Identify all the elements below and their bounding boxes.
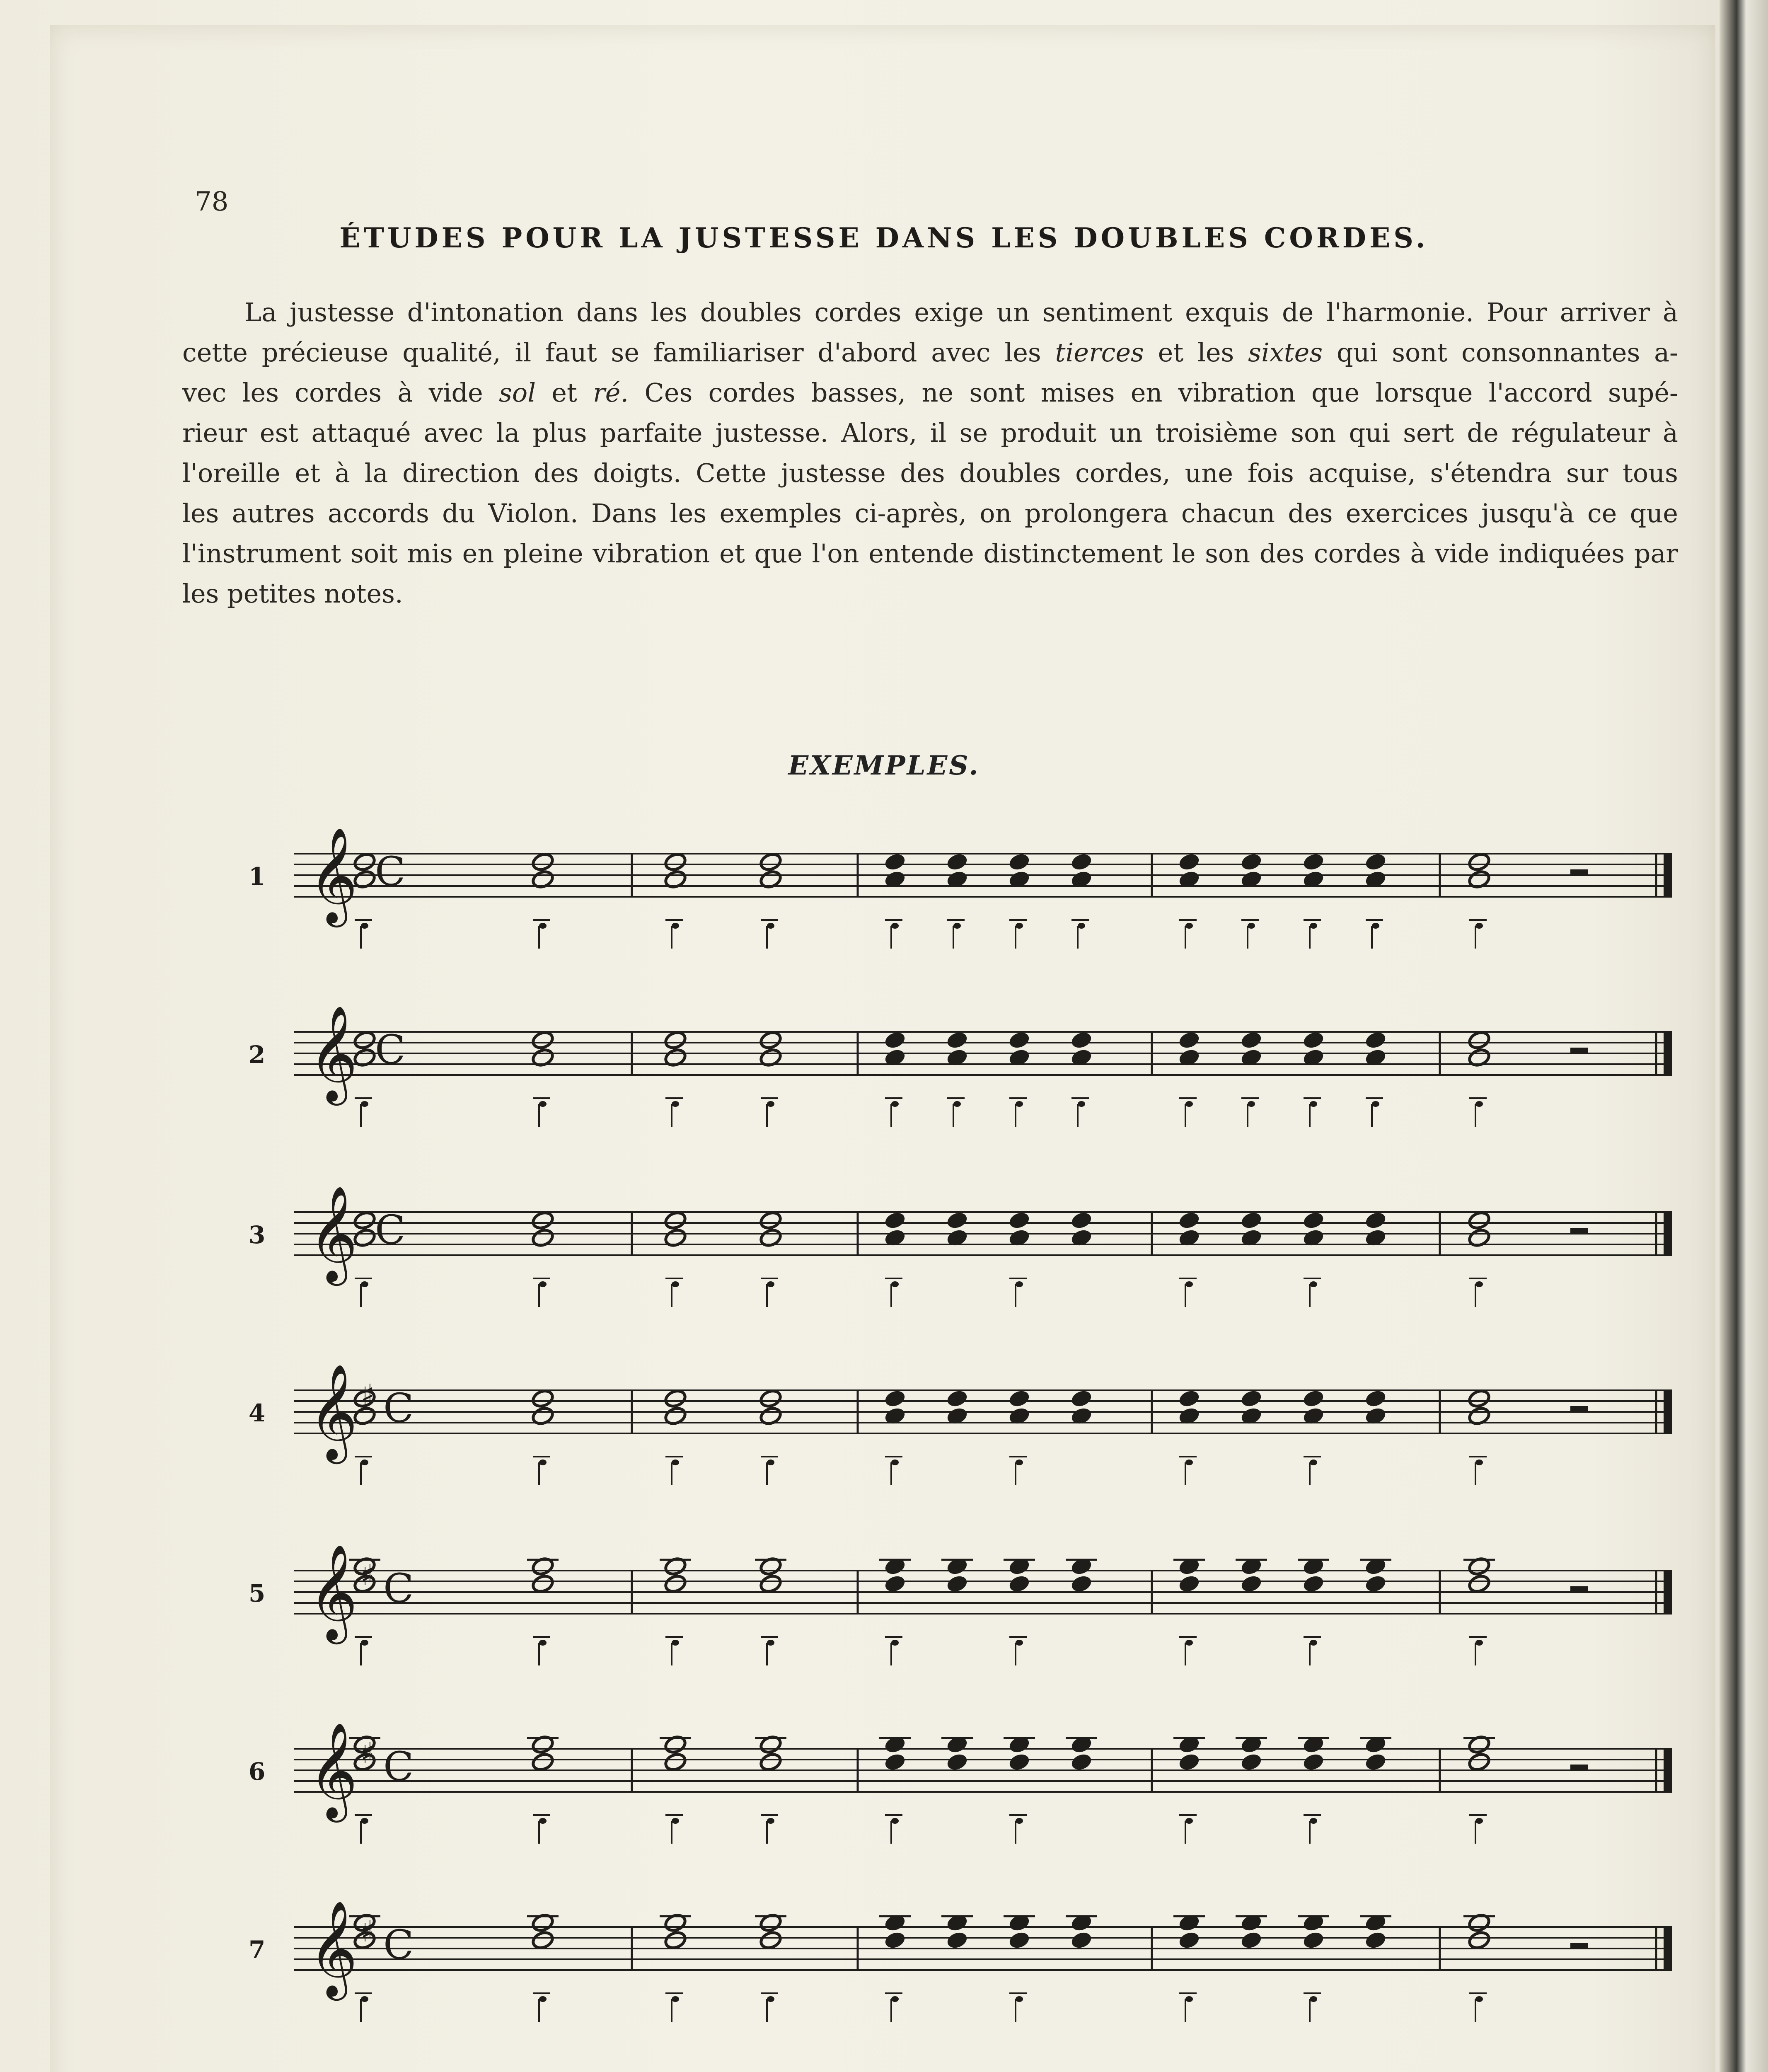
grace-note-head (1016, 923, 1023, 929)
note-head (759, 1388, 782, 1409)
grace-note-head (672, 1818, 679, 1824)
note-head (883, 1388, 907, 1409)
grace-note-head (891, 1818, 899, 1824)
grace-note-head (361, 1640, 368, 1646)
intro-text: La justesse d'intonation dans les doubles cordes exige un sentiment exquis de l'harmonie. Pour arriver à (244, 297, 1678, 327)
time-signature: C (383, 1385, 414, 1431)
example-number: 4 (249, 1399, 266, 1427)
time-signature: C (383, 1922, 414, 1968)
note-head (1007, 1573, 1031, 1594)
grace-note-head (1310, 1640, 1317, 1646)
grace-note-head (361, 1818, 368, 1824)
note-head (759, 1573, 782, 1594)
note-head (1177, 852, 1201, 872)
final-barline-thick (1664, 1032, 1672, 1075)
grace-note-head (1016, 1818, 1023, 1824)
intro-italic-term: ré. (593, 378, 629, 408)
intro-italic-term: tierces (1055, 337, 1144, 368)
intro-text: et (536, 378, 593, 408)
intro-text: les autres accords du Violon. Dans les exemples ci-après, on prolongera chacun des exercices jusqu'à ce que (182, 498, 1678, 528)
note-head (945, 1210, 969, 1231)
grace-note-head (891, 1460, 899, 1465)
treble-clef: 𝄞 (309, 1363, 358, 1460)
half-rest (1570, 1406, 1588, 1412)
treble-clef: 𝄞 (309, 1005, 358, 1101)
grace-note-head (891, 1640, 899, 1646)
note-head (1364, 1752, 1387, 1772)
example-number: 5 (249, 1579, 266, 1607)
note-head (663, 1210, 687, 1231)
note-head (945, 1930, 969, 1951)
intro-text: et les (1144, 337, 1248, 368)
note-head (945, 1030, 969, 1051)
time-signature: C (383, 1565, 414, 1612)
intro-text: qui sont consonnantes a- (1323, 337, 1679, 368)
note-head (663, 852, 687, 872)
intro-italic-term: sol (499, 378, 536, 408)
note-head (945, 852, 969, 872)
grace-note-head (1016, 1281, 1023, 1287)
note-head (531, 1388, 554, 1409)
note-head (1239, 1573, 1263, 1594)
note-head (1007, 1930, 1031, 1951)
time-signature: C (383, 1743, 414, 1790)
note-head (883, 1573, 907, 1594)
note-head (1467, 1930, 1491, 1951)
note-head (1467, 1388, 1491, 1409)
page-number: 78 (195, 186, 229, 217)
examples-heading: EXEMPLES. (788, 750, 980, 781)
note-head (663, 1930, 687, 1951)
note-head (759, 1752, 782, 1772)
final-barline-thick (1664, 1749, 1672, 1792)
note-head (1301, 852, 1325, 872)
grace-note-head (539, 1101, 547, 1107)
grace-note-head (1185, 923, 1193, 929)
key-signature-sharp: ♯ (360, 1558, 375, 1592)
grace-note-head (767, 1281, 774, 1287)
note-head (1177, 1930, 1201, 1951)
grace-note-head (1475, 923, 1483, 929)
treble-clef: 𝄞 (309, 827, 358, 923)
grace-note-head (1310, 923, 1317, 929)
page-title: ÉTUDES POUR LA JUSTESSE DANS LES DOUBLES CORDES. (339, 222, 1429, 254)
note-head (1239, 1388, 1263, 1409)
note-head (1301, 1930, 1325, 1951)
note-head (1301, 1752, 1325, 1772)
grace-note-head (1016, 1101, 1023, 1107)
note-head (945, 1752, 969, 1772)
grace-note-head (539, 1640, 547, 1646)
half-rest (1570, 1048, 1588, 1053)
grace-note-head (1475, 1818, 1483, 1824)
note-head (1007, 852, 1031, 872)
treble-clef: 𝄞 (309, 1722, 358, 1818)
grace-note-head (953, 1101, 961, 1107)
grace-note-head (1078, 923, 1085, 929)
final-barline-thick (1664, 1927, 1672, 1970)
note-head (1007, 1210, 1031, 1231)
key-signature-sharp: ♯ (360, 1736, 375, 1770)
intro-text: rieur est attaqué avec la plus parfaite justesse. Alors, il se produit un troisième son qui sert de régulateur à (182, 418, 1678, 448)
grace-note-head (1016, 1996, 1023, 2002)
note-head (1177, 1030, 1201, 1051)
half-rest (1570, 1586, 1588, 1592)
note-head (945, 1388, 969, 1409)
time-signature: C (375, 848, 406, 895)
example-number: 1 (249, 862, 266, 891)
note-head (883, 852, 907, 872)
note-head (1467, 1030, 1491, 1051)
grace-note-head (1372, 1101, 1379, 1107)
note-head (1467, 1752, 1491, 1772)
grace-note-head (767, 1640, 774, 1646)
grace-note-head (953, 923, 961, 929)
note-head (1069, 852, 1093, 872)
note-head (883, 1930, 907, 1951)
grace-note-head (1185, 1281, 1193, 1287)
note-head (663, 1752, 687, 1772)
grace-note-head (767, 1460, 774, 1465)
note-head (1239, 1210, 1263, 1231)
intro-text: l'oreille et à la direction des doigts. Cette justesse des doubles cordes, une fois acquise, s'étendra sur tous (182, 458, 1678, 488)
note-head (663, 1573, 687, 1594)
note-head (945, 1573, 969, 1594)
note-head (1069, 1388, 1093, 1409)
note-head (1467, 1573, 1491, 1594)
grace-note-head (1475, 1996, 1483, 2002)
grace-note-head (1185, 1818, 1193, 1824)
grace-note-head (767, 923, 774, 929)
grace-note-head (539, 1281, 547, 1287)
grace-note-head (1310, 1996, 1317, 2002)
final-barline-thick (1664, 854, 1672, 897)
half-rest (1570, 869, 1588, 875)
grace-note-head (361, 1101, 368, 1107)
note-head (1467, 1210, 1491, 1231)
grace-note-head (361, 1460, 368, 1465)
note-head (1007, 1030, 1031, 1051)
final-barline-thick (1664, 1571, 1672, 1614)
note-head (531, 1210, 554, 1231)
grace-note-head (1185, 1996, 1193, 2002)
grace-note-head (1475, 1640, 1483, 1646)
note-head (531, 1573, 554, 1594)
grace-note-head (672, 1996, 679, 2002)
grace-note-head (891, 923, 899, 929)
note-head (1069, 1210, 1093, 1231)
note-head (1069, 1930, 1093, 1951)
grace-note-head (672, 1281, 679, 1287)
half-rest (1570, 1943, 1588, 1949)
time-signature: C (375, 1207, 406, 1253)
note-head (1301, 1573, 1325, 1594)
note-head (759, 1030, 782, 1051)
grace-note-head (767, 1996, 774, 2002)
note-head (531, 1752, 554, 1772)
key-signature-sharp: ♯ (360, 1378, 375, 1412)
note-head (1069, 1573, 1093, 1594)
note-head (1177, 1752, 1201, 1772)
grace-note-head (672, 923, 679, 929)
note-head (1007, 1752, 1031, 1772)
note-head (1467, 852, 1491, 872)
note-head (1177, 1210, 1201, 1231)
example-number: 3 (249, 1221, 266, 1249)
note-head (1301, 1210, 1325, 1231)
final-barline-thick (1664, 1212, 1672, 1255)
grace-note-head (1248, 923, 1255, 929)
note-head (531, 1030, 554, 1051)
grace-note-head (1016, 1640, 1023, 1646)
grace-note-head (891, 1101, 899, 1107)
example-number: 6 (249, 1757, 266, 1786)
note-head (883, 1210, 907, 1231)
grace-note-head (539, 1460, 547, 1465)
treble-clef: 𝄞 (309, 1185, 358, 1282)
treble-clef: 𝄞 (309, 1544, 358, 1640)
intro-text: l'instrument soit mis en pleine vibration et que l'on entende distinctement le son des cordes à vide indiquées par (182, 538, 1678, 569)
grace-note-head (1016, 1460, 1023, 1465)
grace-note-head (767, 1818, 774, 1824)
grace-note-head (672, 1460, 679, 1465)
note-head (883, 1030, 907, 1051)
grace-note-head (539, 923, 547, 929)
half-rest (1570, 1228, 1588, 1234)
final-barline-thick (1664, 1390, 1672, 1433)
note-head (663, 1388, 687, 1409)
note-head (1239, 1752, 1263, 1772)
grace-note-head (891, 1281, 899, 1287)
intro-text: cette précieuse qualité, il faut se familiariser d'abord avec les (182, 337, 1055, 368)
note-head (1239, 852, 1263, 872)
grace-note-head (361, 1281, 368, 1287)
grace-note-head (672, 1101, 679, 1107)
grace-note-head (1310, 1281, 1317, 1287)
example-number: 2 (249, 1041, 266, 1069)
note-head (1239, 1930, 1263, 1951)
grace-note-head (767, 1101, 774, 1107)
note-head (1239, 1030, 1263, 1051)
note-head (1364, 852, 1387, 872)
key-signature-sharp: ♯ (360, 1915, 375, 1949)
note-head (1007, 1388, 1031, 1409)
note-head (1177, 1388, 1201, 1409)
intro-text: les petites notes. (182, 579, 403, 609)
grace-note-head (539, 1996, 547, 2002)
grace-note-head (1310, 1818, 1317, 1824)
grace-note-head (539, 1818, 547, 1824)
note-head (759, 1210, 782, 1231)
treble-clef: 𝄞 (309, 1900, 358, 1997)
intro-italic-term: sixtes (1248, 337, 1323, 368)
note-head (1301, 1030, 1325, 1051)
note-head (1364, 1388, 1387, 1409)
intro-text: vec les cordes à vide (182, 378, 499, 408)
note-head (1364, 1210, 1387, 1231)
note-head (759, 1930, 782, 1951)
grace-note-head (1185, 1460, 1193, 1465)
note-head (531, 1930, 554, 1951)
grace-note-head (1475, 1281, 1483, 1287)
grace-note-head (1475, 1101, 1483, 1107)
note-head (663, 1030, 687, 1051)
intro-text: Ces cordes basses, ne sont mises en vibration que lorsque l'accord supé- (629, 378, 1678, 408)
note-head (1364, 1930, 1387, 1951)
grace-note-head (1310, 1460, 1317, 1465)
grace-note-head (361, 1996, 368, 2002)
note-head (531, 852, 554, 872)
grace-note-head (672, 1640, 679, 1646)
example-number: 7 (249, 1936, 266, 1964)
grace-note-head (1248, 1101, 1255, 1107)
grace-note-head (891, 1996, 899, 2002)
note-head (1364, 1030, 1387, 1051)
note-head (883, 1752, 907, 1772)
grace-note-head (1475, 1460, 1483, 1465)
note-head (1364, 1573, 1387, 1594)
half-rest (1570, 1765, 1588, 1770)
note-head (1069, 1752, 1093, 1772)
note-head (1301, 1388, 1325, 1409)
grace-note-head (1310, 1101, 1317, 1107)
note-head (1177, 1573, 1201, 1594)
time-signature: C (375, 1026, 406, 1073)
grace-note-head (361, 923, 368, 929)
note-head (1069, 1030, 1093, 1051)
grace-note-head (1185, 1101, 1193, 1107)
grace-note-head (1078, 1101, 1085, 1107)
grace-note-head (1185, 1640, 1193, 1646)
note-head (759, 852, 782, 872)
grace-note-head (1372, 923, 1379, 929)
